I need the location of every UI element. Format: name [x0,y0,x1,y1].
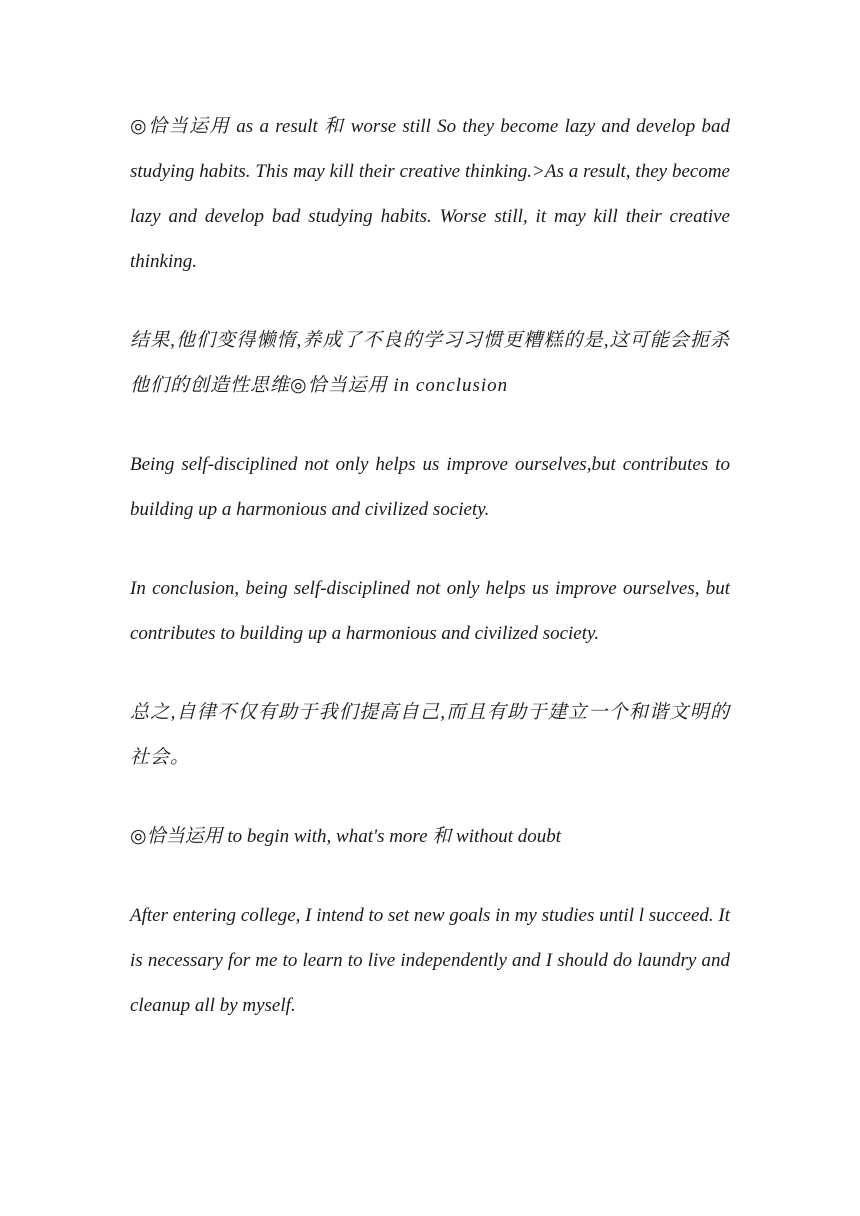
paragraph-self-disciplined-original: Being self-disciplined not only helps us improve ourselves,but contributes to building up a harmonious and civilized society. [130,454,730,520]
paragraph-chinese-translation-2: 总之,自律不仅有助于我们提高自己,而且有助于建立一个和谐文明的社会。 [130,702,730,768]
paragraph-chinese-translation-1: 结果,他们变得懒惰,养成了不良的学习习惯更糟糕的是,这可能会扼杀他们的创造性思维◎恰当运用 in conclusion [130,330,730,396]
paragraph-usage-heading: ◎恰当运用 to begin with, what's more 和 without doubt [130,826,562,847]
document-page [130,104,730,1062]
paragraph-as-a-result-example: ◎恰当运用 as a result 和 worse still So they become lazy and develop bad studying habits. This may kill their creative thinking.>As a result, they become lazy and develop bad studying habits. Worse still, it may kill their creative thinking. [130,116,730,272]
paragraph-college-goals: After entering college, I intend to set new goals in my studies until l succeed. It is necessary for me to learn to live independently and I should do laundry and cleanup all by myself. [130,905,730,1016]
paragraph-in-conclusion-example: In conclusion, being self-disciplined not only helps us improve ourselves, but contributes to building up a harmonious and civilized society. [130,578,730,644]
